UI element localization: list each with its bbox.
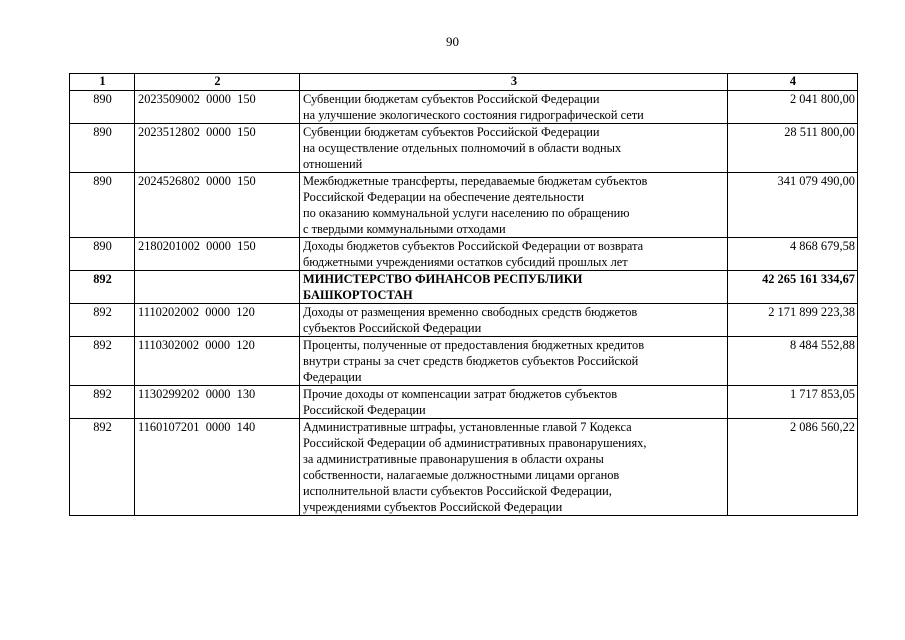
amount-cell: 28 511 800,00 <box>728 124 858 173</box>
revenue-name-line: Доходы бюджетов субъектов Российской Федерации от возврата <box>303 239 644 253</box>
revenue-name-line: Прочие доходы от компенсации затрат бюджетов субъектов <box>303 387 618 401</box>
revenue-name-cell <box>300 91 728 124</box>
table-row <box>70 271 858 304</box>
amount-cell: 42 265 161 334,67 <box>728 271 858 304</box>
revenue-name-cell <box>300 304 728 337</box>
revenue-name-line: БАШКОРТОСТАН <box>303 288 413 302</box>
table-row <box>70 337 858 386</box>
revenue-name-line: МИНИСТЕРСТВО ФИНАНСОВ РЕСПУБЛИКИ <box>303 272 583 286</box>
ministry-code-cell: 892 <box>70 419 135 516</box>
table-row <box>70 304 858 337</box>
amount-cell: 1 717 853,05 <box>728 386 858 419</box>
revenue-name-line: отношений <box>303 157 363 171</box>
budget-classification-code-cell: 1110302002 0000 120 <box>135 337 300 386</box>
revenue-name-line: Российской Федерации на обеспечение деятельности <box>303 190 584 204</box>
budget-classification-code-cell: 2023509002 0000 150 <box>135 91 300 124</box>
ministry-code-cell: 890 <box>70 173 135 238</box>
revenue-name-line: Субвенции бюджетам субъектов Российской Федерации <box>303 92 600 106</box>
revenue-name-line: на улучшение экологического состояния гидрографической сети <box>303 108 644 122</box>
revenue-name-line: с твердыми коммунальными отходами <box>303 222 506 236</box>
revenue-name-line: учреждениями субъектов Российской Федерации <box>303 500 563 514</box>
table-row <box>70 91 858 124</box>
column-header-2: 2 <box>135 74 300 91</box>
revenue-name-line: бюджетными учреждениями остатков субсидий прошлых лет <box>303 255 628 269</box>
revenue-name-line: за административные правонарушения в области охраны <box>303 452 604 466</box>
amount-cell: 4 868 679,58 <box>728 238 858 271</box>
ministry-code-cell: 892 <box>70 386 135 419</box>
revenue-name-line: субъектов Российской Федерации <box>303 321 482 335</box>
budget-classification-code-cell <box>135 271 300 304</box>
revenue-name-cell <box>300 173 728 238</box>
table-body <box>70 91 858 516</box>
ministry-code-cell: 892 <box>70 337 135 386</box>
revenue-name-line: исполнительной власти субъектов Российской Федерации, <box>303 484 612 498</box>
budget-revenue-table <box>69 73 858 516</box>
table-row <box>70 124 858 173</box>
column-header-4: 4 <box>728 74 858 91</box>
amount-cell: 8 484 552,88 <box>728 337 858 386</box>
revenue-name-cell <box>300 419 728 516</box>
table-row <box>70 238 858 271</box>
revenue-name-cell <box>300 337 728 386</box>
column-header-1: 1 <box>70 74 135 91</box>
revenue-name-cell <box>300 386 728 419</box>
budget-classification-code-cell: 1110202002 0000 120 <box>135 304 300 337</box>
amount-cell: 2 171 899 223,38 <box>728 304 858 337</box>
revenue-name-line: внутри страны за счет средств бюджетов субъектов Российской <box>303 354 639 368</box>
ministry-code-cell: 890 <box>70 124 135 173</box>
revenue-name-line: Административные штрафы, установленные главой 7 Кодекса <box>303 420 632 434</box>
table-row <box>70 173 858 238</box>
table-row <box>70 386 858 419</box>
revenue-name-line: по оказанию коммунальной услуги населению по обращению <box>303 206 630 220</box>
revenue-name-line: Федерации <box>303 370 362 384</box>
budget-classification-code-cell: 1130299202 0000 130 <box>135 386 300 419</box>
revenue-name-line: на осуществление отдельных полномочий в области водных <box>303 141 622 155</box>
budget-classification-code-cell: 2180201002 0000 150 <box>135 238 300 271</box>
budget-classification-code-cell: 2024526802 0000 150 <box>135 173 300 238</box>
ministry-code-cell: 892 <box>70 304 135 337</box>
revenue-name-line: Проценты, полученные от предоставления бюджетных кредитов <box>303 338 645 352</box>
ministry-code-cell: 890 <box>70 238 135 271</box>
revenue-name-line: Российской Федерации <box>303 403 426 417</box>
revenue-name-line: собственности, налагаемые должностными лицами органов <box>303 468 620 482</box>
amount-cell: 2 041 800,00 <box>728 91 858 124</box>
column-header-3: 3 <box>300 74 728 91</box>
page-number: 90 <box>446 34 459 49</box>
revenue-name-cell <box>300 271 728 304</box>
ministry-code-cell: 892 <box>70 271 135 304</box>
revenue-name-line: Межбюджетные трансферты, передаваемые бюджетам субъектов <box>303 174 648 188</box>
table-row <box>70 419 858 516</box>
revenue-name-cell <box>300 238 728 271</box>
amount-cell: 2 086 560,22 <box>728 419 858 516</box>
revenue-name-line: Субвенции бюджетам субъектов Российской Федерации <box>303 125 600 139</box>
table-header-row <box>70 74 858 91</box>
revenue-name-line: Доходы от размещения временно свободных средств бюджетов <box>303 305 638 319</box>
revenue-name-line: Российской Федерации об административных правонарушениях, <box>303 436 647 450</box>
ministry-code-cell: 890 <box>70 91 135 124</box>
revenue-name-cell <box>300 124 728 173</box>
budget-classification-code-cell: 1160107201 0000 140 <box>135 419 300 516</box>
budget-classification-code-cell: 2023512802 0000 150 <box>135 124 300 173</box>
amount-cell: 341 079 490,00 <box>728 173 858 238</box>
